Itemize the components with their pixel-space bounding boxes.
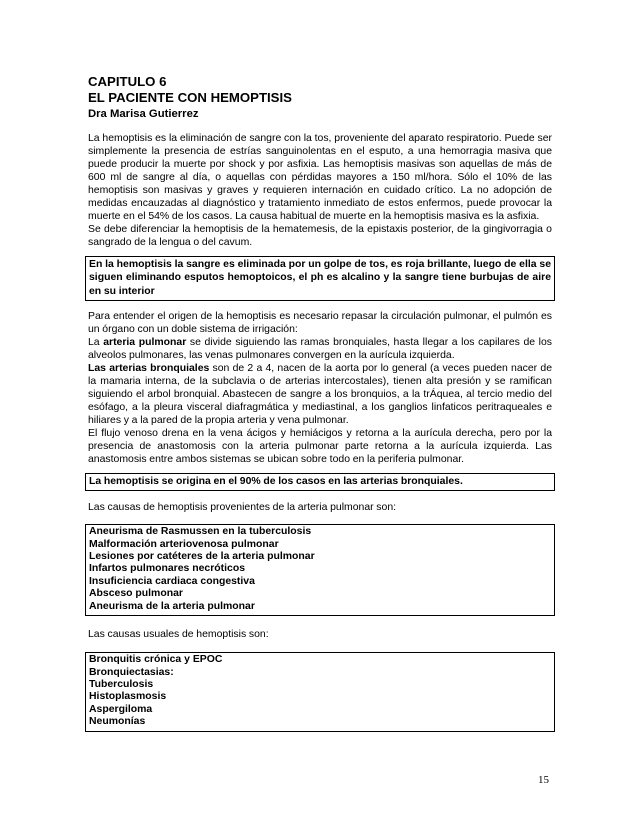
intro-paragraph-2: Se debe diferenciar la hemoptisis de la hematemesis, de la epistaxis posterior, de la gingivorragia o sangrado de la lengua o del cavum. — [88, 224, 552, 249]
usual-causes-box — [85, 652, 555, 731]
list-item: Aneurisma de la arteria pulmonar — [89, 600, 255, 612]
list-item: Bronquitis crónica y EPOC — [89, 654, 223, 666]
usual-causes-intro: Las causas usuales de hemoptisis son: — [88, 629, 269, 641]
document-page — [88, 74, 552, 732]
venous-flow-paragraph: El flujo venoso drena en la vena ácigos y hemiácigos y retorna a la aurícula derecha, pero por la presencia de anastomosis con la arteria pulmonar parte retorna a la aurícula izquierda. Las anastomosis entre ambos sistemas se ubican sobre todo en la periferia pulmonar. — [88, 427, 552, 466]
intro-paragraph: La hemoptisis es la eliminación de sangre con la tos, proveniente del aparato respiratorio. Puede ser simplemente la presencia de estrías sanguinolentas en el esputo, a una hemorragia masiva que puede producir la muerte por shock y por asfixia. Las hemoptisis masivas son aquellas de más de 600 ml de sangre al día, o aquellas con pérdidas mayores a 150 ml/hora. Sólo el 10% de las hemoptisis son masivas y graves y requieren internación en cuidado crítico. La no adopción de medidas encauzadas al diagnóstico y tratamiento inmediato de estos enfermos, puede provocar la muerte en el 54% de los casos. La causa habitual de muerte en la hemoptisis masiva es la asfixia. — [88, 133, 552, 223]
circulation-intro: Para entender el origen de la hemoptisis es necesario repasar la circulación pulmonar, el pulmón es un órgano con un doble sistema de irrigación: — [88, 310, 552, 335]
pulmonary-artery-term: arteria pulmonar — [103, 336, 187, 348]
list-item: Malformación arteriovenosa pulmonar — [89, 538, 279, 550]
bronchial-arteries-paragraph — [88, 362, 552, 427]
list-item: Insuficiencia cardiaca congestiva — [89, 575, 255, 587]
chapter-title: EL PACIENTE CON HEMOPTISIS — [88, 89, 292, 105]
pulmonary-causes-intro: Las causas de hemoptisis provenientes de la arteria pulmonar son: — [88, 502, 397, 514]
list-item: Aspergiloma — [89, 703, 153, 715]
text-prefix: La — [88, 336, 104, 348]
list-item: Histoplasmosis — [89, 691, 167, 703]
list-item: Aneurisma de Rasmussen en la tuberculosis — [89, 526, 312, 538]
page-number: 15 — [538, 774, 549, 786]
pulmonary-artery-paragraph — [88, 336, 552, 362]
bronchial-arteries-text: son de 2 a 4, nacen de la aorta por lo general (a veces pueden nacer de la mamaria interna, de la subclavia o de arterias intercostales), tienen alta presión y se ramifican siguiendo el arbol bronquial. Abastecen de sangre a los bronquios, a la trÁquea, al tercio medio del esófago, a la pleura visceral diafragmática y mediastinal, a los ganglios linfaticos peritraqueales e hiliares y a la pared de la propia arteria y vena pulmonar. — [88, 362, 552, 426]
key-point-text-2: La hemoptisis se origina en el 90% de los casos en las arterias bronquiales. — [89, 476, 463, 488]
chapter-number: CAPITULO 6 — [88, 74, 167, 89]
key-point-box-2 — [85, 473, 555, 491]
key-point-box-1 — [85, 256, 555, 300]
author-name: Dra Marisa Gutierrez — [88, 108, 199, 120]
key-point-text-1: En la hemoptisis la sangre es eliminada por un golpe de tos, es roja brillante, luego de ella se siguen eliminando esputos hemoptoicos, el ph es alcalino y la sangre tiene burbujas de aire en su interior — [89, 259, 551, 297]
list-item: Infartos pulmonares necróticos — [89, 563, 246, 575]
list-item: Bronquiectasias: — [89, 666, 174, 678]
list-item: Tuberculosis — [89, 678, 154, 690]
list-item: Absceso pulmonar — [89, 588, 183, 600]
bronchial-arteries-term: Las arterias bronquiales — [88, 362, 210, 374]
list-item: Lesiones por catéteres de la arteria pulmonar — [89, 551, 315, 563]
list-item: Neumonías — [89, 716, 146, 728]
pulmonary-causes-box — [85, 524, 555, 616]
pulmonary-artery-text: se divide siguiendo las ramas bronquiales, hasta llegar a los capilares de los alveolos pulmonares, las venas pulmonares convergen en la aurícula izquierda. — [88, 336, 553, 361]
